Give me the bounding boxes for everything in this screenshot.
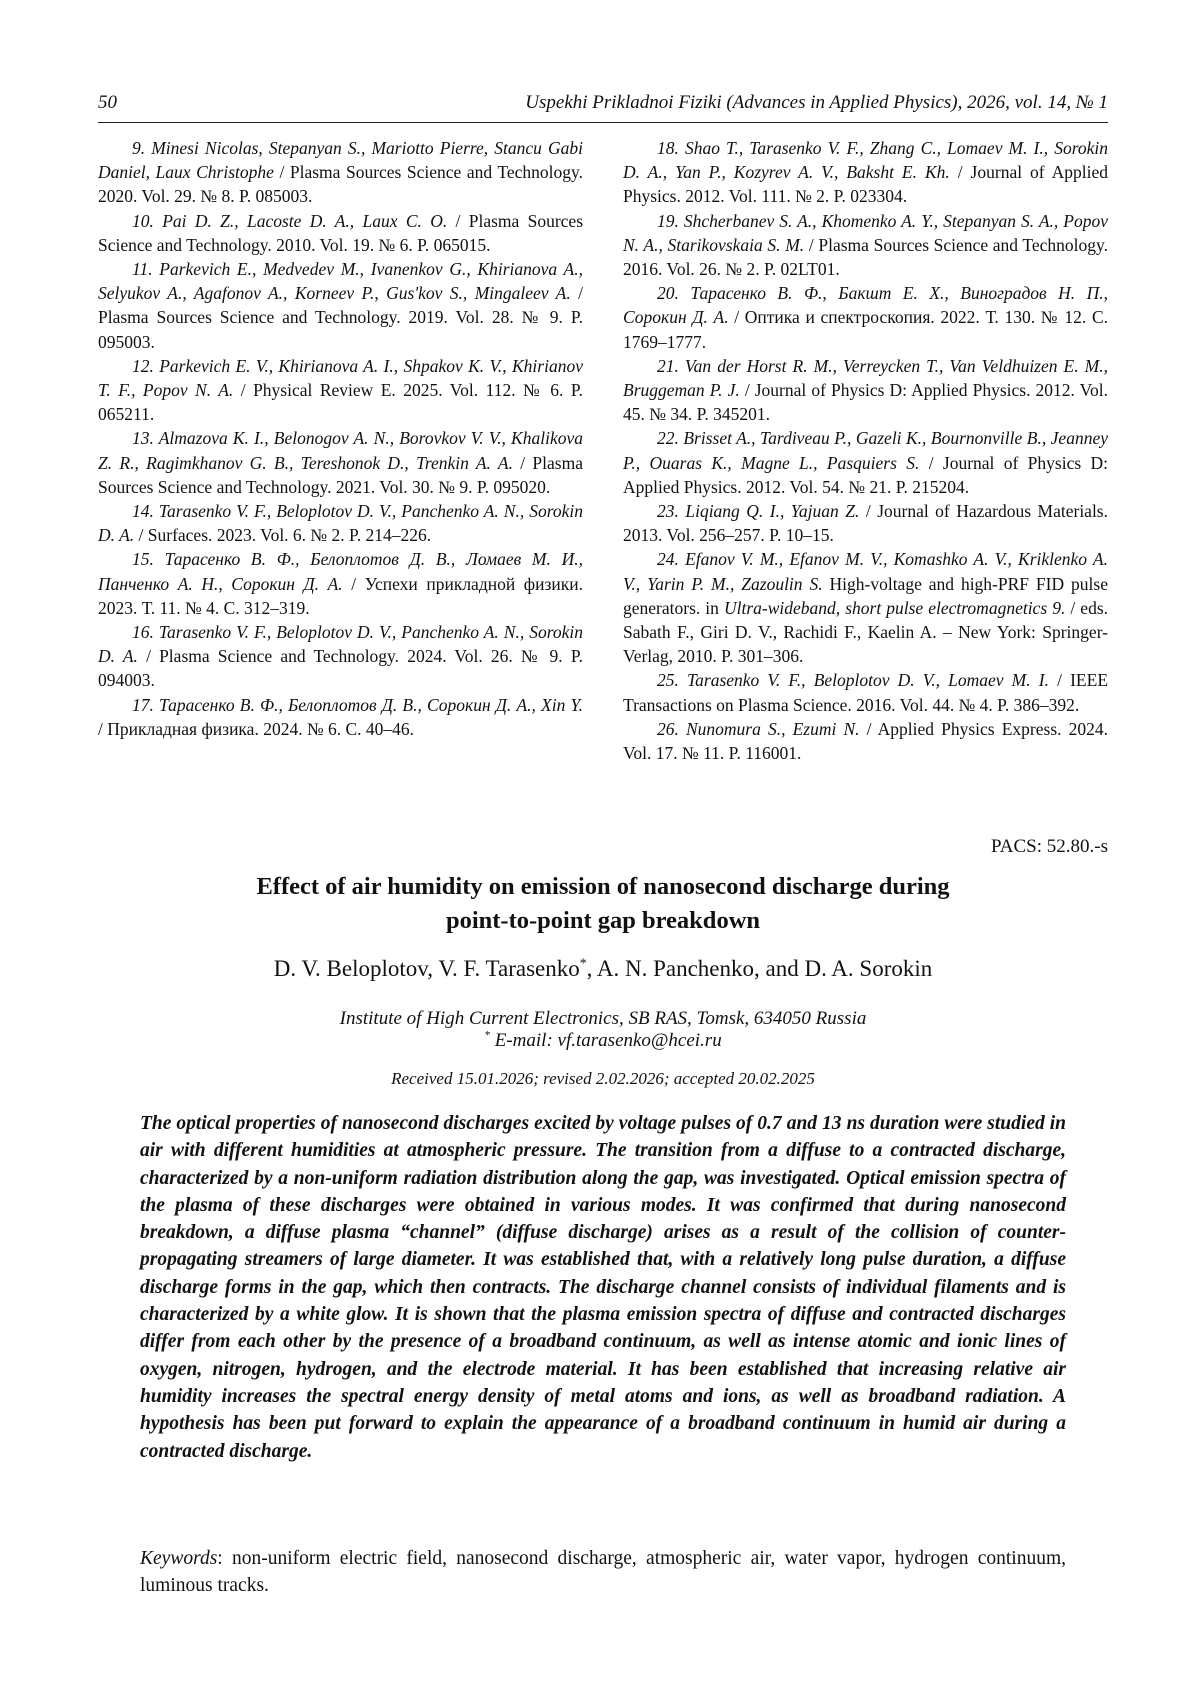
reference-item: 25. Tarasenko V. F., Beloplotov D. V., Lomaev M. I. / IEEE Transactions on Plasma Science. 2016. Vol. 44. № 4. P. 386–392.: [623, 670, 1109, 715]
references-right-column: [623, 136, 1108, 765]
reference-item: 9. Minesi Nicolas, Stepanyan S., Mariotto Pierre, Stancu Gabi Daniel, Laux Christophe / Plasma Sources Science and Technology. 2020. Vol. 29. № 8. P. 085003.: [98, 138, 583, 207]
reference-item: 15. Тарасенко В. Ф., Белоплотов Д. В., Ломаев М. И., Панченко А. Н., Сорокин Д. А. / Успехи прикладной физики. 2023. Т. 11. № 4. С. 312–319.: [98, 549, 583, 618]
reference-item: 17. Тарасенко В. Ф., Белоплотов Д. В., Сорокин Д. А., Xin Y. / Прикладная физика. 2024. № 6. С. 40–46.: [98, 694, 583, 739]
reference-item: 10. Pai D. Z., Lacoste D. A., Laux C. O. / Plasma Sources Science and Technology. 2010. Vol. 19. № 6. P. 065015.: [98, 210, 584, 255]
reference-item: 13. Almazova K. I., Belonogov A. N., Borovkov V. V., Khalikova Z. R., Ragimkhanov G. B., Tereshonok D., Trenkin A. A. / Plasma Sources Science and Technology. 2021. Vol. 30. № 9. P. 095020.: [98, 428, 583, 497]
references-left-column: [98, 136, 583, 741]
reference-item: 18. Shao T., Tarasenko V. F., Zhang C., Lomaev M. I., Sorokin D. A., Yan P., Kozyrev A. V., Baksht E. Kh. / Journal of Applied Physics. 2012. Vol. 111. № 2. P. 023304.: [623, 138, 1108, 207]
keywords: Keywords: non-uniform electric field, nanosecond discharge, atmospheric air, water vapor, hydrogen continuum, luminous tracks.: [140, 1548, 1066, 1596]
page-number: 50: [98, 92, 117, 113]
reference-item: 14. Tarasenko V. F., Beloplotov D. V., Panchenko A. N., Sorokin D. A. / Surfaces. 2023. Vol. 6. № 2. P. 214–226.: [98, 501, 583, 546]
reference-item: 19. Shcherbanev S. A., Khomenko A. Y., Stepanyan S. A., Popov N. A., Starikovskaia S. M. / Plasma Sources Science and Technology. 2016. Vol. 26. № 2. P. 02LT01.: [623, 210, 1108, 280]
reference-item: 12. Parkevich E. V., Khirianova A. I., Shpakov K. V., Khirianov T. F., Popov N. A. / Physical Review E. 2025. Vol. 112. № 6. P. 065211.: [98, 355, 583, 425]
running-head: Uspekhi Prikladnoi Fiziki (Advances in Applied Physics), 2026, vol. 14, № 1: [525, 92, 1108, 113]
abstract: The optical properties of nanosecond discharges excited by voltage pulses of 0.7 and 13 ns duration were studied in air with different humidities at atmospheric pressure. The transition from a diffuse to a contracted discharge, characterized by a non-uniform radiation distribution along the gap, was investigated. Optical emission spectra of the plasma of these discharges were obtained in various modes. It was confirmed that during nanosecond breakdown, a diffuse plasma “channel” (diffuse discharge) arises as a result of the collision of counter-propagating streamers of large diameter. It was established that, with a relatively long pulse duration, a diffuse discharge forms in the gap, which then contracts. The discharge channel consists of individual filaments and is characterized by a white glow. It is shown that the plasma emission spectra of diffuse and contracted discharges differ from each other by the presence of a broadband continuum, as well as intense atomic and ionic lines of oxygen, nitrogen, hydrogen, and the electrode material. It has been established that increasing relative air humidity increases the spectral energy density of metal atoms and ions, as well as broadband radiation. A hypothesis has been put forward to explain the appearance of a broadband continuum in humid air during a contracted discharge.: [140, 1113, 1066, 1462]
article-authors: D. V. Beloplotov, V. F. Tarasenko*, A. N. Panchenko, and D. A. Sorokin: [273, 955, 933, 981]
reference-item: 21. Van der Horst R. M., Verreycken T., Van Veldhuizen E. M., Bruggeman P. J. / Journal of Physics D: Applied Physics. 2012. Vol. 45. № 34. P. 345201.: [623, 355, 1109, 425]
reference-item: 20. Тарасенко В. Ф., Бакшт Е. Х., Виноградов Н. П., Сорокин Д. А. / Оптика и спектроскопия. 2022. Т. 130. № 12. С. 1769–1777.: [623, 283, 1109, 352]
article-title: Effect of air humidity on emission of nanosecond discharge during point-to-point gap breakdown: [256, 873, 950, 934]
reference-item: 26. Nunomura S., Ezumi N. / Applied Physics Express. 2024. Vol. 17. № 11. P. 116001.: [623, 718, 1109, 764]
reference-item: 22. Brisset A., Tardiveau P., Gazeli K., Bournonville B., Jeanney P., Ouaras K., Magne L., Pasquiers S. / Journal of Physics D: Applied Physics. 2012. Vol. 54. № 21. P. 215204.: [623, 428, 1108, 497]
reference-item: 11. Parkevich E., Medvedev M., Ivanenkov G., Khirianova A., Selyukov A., Agafonov A., Korneev P., Gus'kov S., Mingaleev A. / Plasma Sources Science and Technology. 2019. Vol. 28. № 9. P. 095003.: [98, 259, 583, 352]
reference-item: 24. Efanov V. M., Efanov M. V., Komashko A. V., Kriklenko A. V., Yarin P. M., Zazoulin S. High-voltage and high-PRF FID pulse generators. in Ultra-wideband, short pulse electromagnetics 9. / eds. Sabath F., Giri D. V., Rachidi F., Kaelin A. – New York: Springer-Verlag, 2010. P. 301–306.: [623, 549, 1108, 667]
article-dates: Received 15.01.2026; revised 2.02.2026; accepted 20.02.2025: [391, 1069, 815, 1088]
affiliation-institute: Institute of High Current Electronics, SB RAS, Tomsk, 634050 Russia: [339, 1008, 867, 1029]
contact-email: * E-mail: vf.tarasenko@hcei.ru: [484, 1029, 722, 1051]
pacs-code: PACS: 52.80.-s: [990, 836, 1108, 857]
affiliation: [98, 1008, 1108, 1052]
reference-item: 23. Liqiang Q. I., Yajuan Z. / Journal of Hazardous Materials. 2013. Vol. 256–257. P. 10–15.: [623, 501, 1108, 546]
header-rule: [98, 122, 1108, 123]
reference-item: 16. Tarasenko V. F., Beloplotov D. V., Panchenko A. N., Sorokin D. A. / Plasma Science and Technology. 2024. Vol. 26. № 9. P. 094003.: [98, 622, 583, 691]
